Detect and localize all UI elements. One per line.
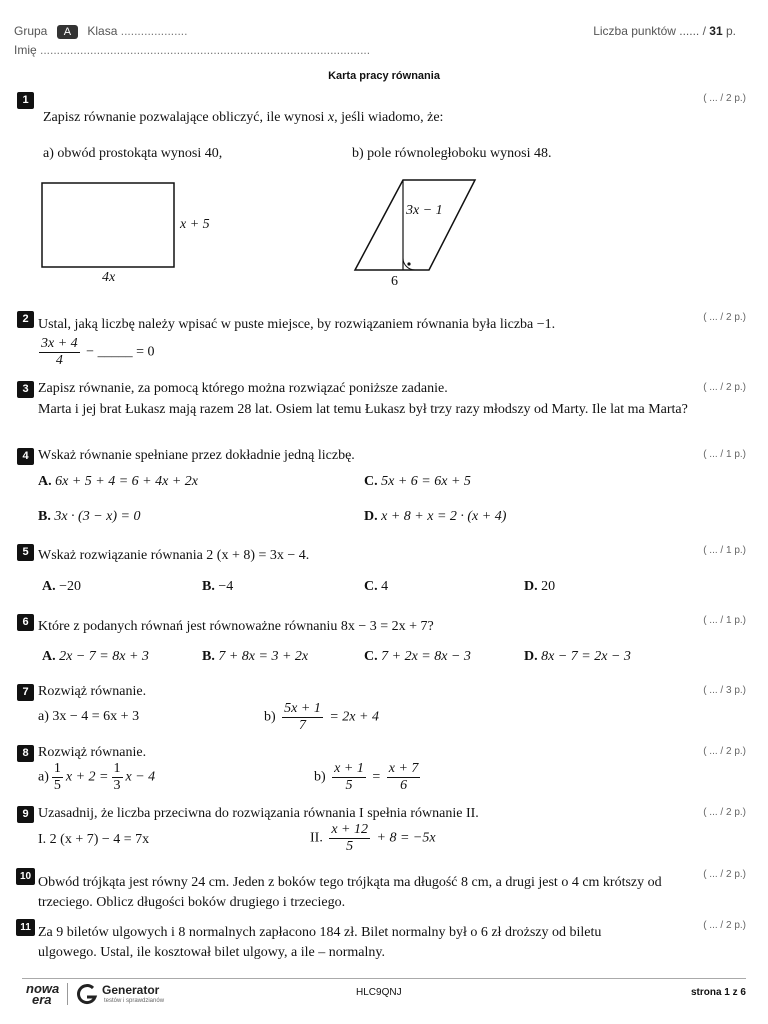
fraction-denominator: 4 <box>55 353 63 368</box>
task-points: ( ... / 2 p.) <box>703 746 746 757</box>
task-number: 9 <box>17 806 34 823</box>
equation-part: x − 4 <box>125 769 156 785</box>
logo-line: era <box>32 992 52 1007</box>
rectangle-side-label: x + 5 <box>180 217 210 232</box>
fraction <box>329 822 370 855</box>
task-number: 5 <box>17 544 34 561</box>
task-points: ( ... / 2 p.) <box>703 869 746 880</box>
class-dots: .................... <box>120 24 188 38</box>
option-expr: 4 <box>381 579 389 594</box>
task-text: Ustal, jaką liczbę należy wpisać w puste miejsce, by rozwiązaniem równania była liczba −1. <box>38 317 556 332</box>
parallelogram-figure <box>345 172 485 276</box>
task-text: Które z podanych równań jest równoważne równaniu 8x − 3 = 2x + 7? <box>38 619 434 634</box>
task-text: Wskaż równanie spełniane przez dokładnie jedną liczbę. <box>38 448 355 463</box>
parallelogram-shape <box>355 180 475 270</box>
task-points: ( ... / 2 p.) <box>703 312 746 323</box>
option-letter: A. <box>38 474 52 489</box>
fraction-numerator: 5x + 1 <box>284 701 321 716</box>
option-expr: 7 + 2x = 8x − 3 <box>381 649 471 664</box>
fraction-denominator: 5 <box>345 778 353 793</box>
option-expr: 6x + 5 + 4 = 6 + 4x + 2x <box>55 474 199 489</box>
answer-option[interactable] <box>38 472 198 492</box>
subtask-a <box>38 761 155 794</box>
fraction-numerator: x + 1 <box>334 761 364 776</box>
task-number: 10 <box>16 868 35 885</box>
subtask-a: a) obwód prostokąta wynosi 40, <box>43 146 223 161</box>
task-text: Obwód trójkąta jest równy 24 cm. Jeden z boków tego trójkąta ma długość 8 cm, a drugi jest o 4 cm krótszy od trzeciego. Oblicz długości boków drugiego i trzeciego. <box>38 875 662 910</box>
fraction-denominator: 7 <box>299 718 306 733</box>
option-expr: 2x − 7 = 8x + 3 <box>59 649 149 664</box>
task-points: ( ... / 2 p.) <box>703 382 746 393</box>
option-letter: A. <box>42 579 56 594</box>
generator-subtitle: testów i sprawdzianów <box>104 998 165 1004</box>
fraction-numerator: x + 7 <box>388 761 419 776</box>
fraction <box>282 701 323 734</box>
nowa-era-logo <box>26 983 59 1005</box>
task-text <box>43 108 443 128</box>
task-number: 4 <box>17 448 34 465</box>
rectangle-bottom-label: 4x <box>102 270 116 285</box>
group-field <box>14 24 187 39</box>
task-equation <box>36 336 154 369</box>
task-points: ( ... / 2 p.) <box>703 920 746 931</box>
task-text: Wskaż rozwiązanie równania 2 (x + 8) = 3x − 4. <box>38 548 310 563</box>
option-expr: 5x + 6 = 6x + 5 <box>381 474 471 489</box>
equation-rest: + 8 = −5x <box>376 830 436 846</box>
task-text: Rozwiąż równanie. <box>38 684 147 699</box>
task-number: 1 <box>17 92 34 109</box>
answer-option[interactable] <box>42 577 81 597</box>
task-points: ( ... / 1 p.) <box>703 545 746 556</box>
answer-option[interactable] <box>38 507 141 527</box>
answer-option[interactable] <box>42 647 149 667</box>
answer-option[interactable] <box>364 647 471 667</box>
task-text: Zapisz równanie, za pomocą którego można rozwiązać poniższe zadanie. <box>38 381 448 396</box>
document-code: HLC9QNJ <box>356 987 402 998</box>
task-number: 6 <box>17 614 34 631</box>
option-expr: −20 <box>59 579 82 594</box>
equation-i: I. 2 (x + 7) − 4 = 7x <box>38 832 150 847</box>
fraction-denominator: 6 <box>400 778 408 793</box>
task-number: 3 <box>17 381 34 398</box>
fraction-denominator: 5 <box>53 778 61 793</box>
fraction <box>112 761 123 794</box>
group-badge: A <box>57 25 78 39</box>
task-number: 2 <box>17 311 34 328</box>
right-angle-dot <box>407 262 410 265</box>
subtask-b <box>314 761 423 794</box>
subtask-label: b) <box>264 709 276 725</box>
option-expr: 3x · (3 − x) = 0 <box>54 509 141 524</box>
task-text: Za 9 biletów ulgowych i 8 normalnych zapłacono 184 zł. Bilet normalny był o 6 zł droższy od biletu ulgowego. Ustal, ile kosztował bilet ulgowy, a ile – normalny. <box>38 925 602 960</box>
answer-option[interactable] <box>364 472 471 492</box>
name-field <box>14 43 370 57</box>
task-number: 8 <box>17 745 34 762</box>
task-text-part: Zapisz równanie pozwalające obliczyć, ile wynosi <box>43 110 325 125</box>
option-expr: 7 + 8x = 3 + 2x <box>218 649 309 664</box>
equation-ii <box>310 822 436 855</box>
points-unit: p. <box>725 24 736 38</box>
points-label: Liczba punktów ...... / <box>593 24 706 38</box>
task-text: Uzasadnij, że liczba przeciwna do rozwiązania równania I spełnia równanie II. <box>38 806 479 821</box>
task-story: Marta i jej brat Łukasz mają razem 28 lat. Osiem lat temu Łukasz był trzy razy młodszy od Marty. Ile lat ma Marta? <box>38 402 688 417</box>
parallelogram-height-label: 3x − 1 <box>406 203 443 218</box>
fraction-numerator: 3x + 4 <box>41 336 78 351</box>
equation-part: x + 2 = <box>65 769 109 785</box>
page-title: Karta pracy równania <box>328 70 440 82</box>
fraction <box>332 761 366 794</box>
task-var: x <box>327 110 335 125</box>
name-dots: ................................................................................................... <box>40 43 371 57</box>
option-letter: B. <box>202 649 215 664</box>
fraction <box>387 761 421 794</box>
answer-option[interactable] <box>524 647 631 667</box>
points-summary <box>593 24 736 38</box>
subtask-label: b) <box>314 769 326 785</box>
task-points: ( ... / 2 p.) <box>703 807 746 818</box>
fraction-numerator: 1 <box>113 761 121 776</box>
option-letter: D. <box>364 509 378 524</box>
points-total: 31 <box>709 24 723 38</box>
logo-line: nowa <box>26 981 60 996</box>
footer-divider <box>22 978 746 979</box>
option-letter: B. <box>38 509 51 524</box>
task-points: ( ... / 3 p.) <box>703 685 746 696</box>
equation-rest: − _____ = 0 <box>86 344 155 360</box>
answer-option[interactable] <box>364 507 506 527</box>
generator-logo-icon <box>76 983 98 1005</box>
option-letter: A. <box>42 649 56 664</box>
answer-option[interactable] <box>202 647 308 667</box>
logo-divider <box>67 983 68 1005</box>
fraction-numerator: x + 12 <box>331 822 368 837</box>
option-letter: C. <box>364 579 378 594</box>
fraction-numerator: 1 <box>53 761 61 776</box>
fraction-denominator: 3 <box>113 778 121 793</box>
option-expr: 20 <box>541 579 556 594</box>
fraction <box>39 336 80 369</box>
answer-option[interactable] <box>524 577 555 597</box>
task-text: Rozwiąż równanie. <box>38 745 147 760</box>
option-letter: B. <box>202 579 215 594</box>
option-letter: C. <box>364 649 378 664</box>
equation-label: II. <box>310 830 323 846</box>
subtask-a: a) 3x − 4 = 6x + 3 <box>38 709 140 724</box>
subtask-b <box>264 701 379 734</box>
option-letter: D. <box>524 649 538 664</box>
class-label: Klasa <box>87 24 118 38</box>
task-number: 7 <box>17 684 34 701</box>
option-letter: C. <box>364 474 378 489</box>
equation-rest: = 2x + 4 <box>329 709 379 725</box>
name-label: Imię <box>14 43 37 57</box>
fraction <box>52 761 63 794</box>
subtask-label: a) <box>38 769 49 785</box>
task-points: ( ... / 1 p.) <box>703 449 746 460</box>
option-expr: −4 <box>218 579 234 594</box>
answer-option[interactable] <box>202 577 233 597</box>
task-points: ( ... / 1 p.) <box>703 615 746 626</box>
answer-option[interactable] <box>364 577 388 597</box>
option-expr: x + 8 + x = 2 · (x + 4) <box>381 509 507 524</box>
rectangle-shape <box>42 183 174 267</box>
subtask-b: b) pole równoległoboku wynosi 48. <box>352 146 552 161</box>
parallelogram-base-label: 6 <box>391 274 398 289</box>
fraction-denominator: 5 <box>346 839 354 854</box>
option-expr: 8x − 7 = 2x − 3 <box>541 649 631 664</box>
task-points: ( ... / 2 p.) <box>703 93 746 104</box>
group-label: Grupa <box>14 24 48 38</box>
generator-title: Generator <box>102 983 160 997</box>
task-text-part: , jeśli wiadomo, że: <box>334 110 444 125</box>
task-number: 11 <box>16 919 35 936</box>
equals-sign: = <box>372 769 381 785</box>
page-number: strona 1 z 6 <box>690 987 746 998</box>
option-letter: D. <box>524 579 538 594</box>
